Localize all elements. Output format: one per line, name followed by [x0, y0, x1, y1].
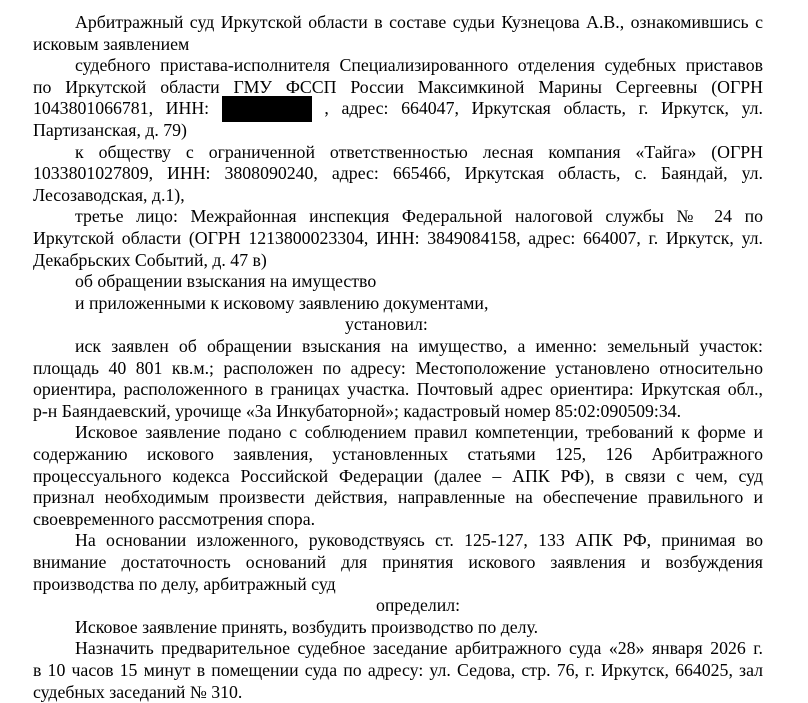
third-party-line-1: третье лицо: Межрайонная инспекция Федеральной налоговой службы № 24 по: [75, 206, 763, 227]
compliance-line-5: своевременного рассмотрения спора.: [33, 508, 316, 529]
defendant-line-1: к обществу с ограниченной ответственностью лесная компания «Тайга» (ОГРН: [75, 141, 763, 162]
subject-line-2: и приложенными к исковому заявлению документами,: [75, 292, 489, 313]
hearing-line-2: в 10 часов 15 минут в помещении суда по адресу: ул. Седова, стр. 76, г. Иркутск, 664025, зал: [33, 660, 763, 680]
third-party-line-2: Иркутской области (ОГРН 1213800023304, ИНН: 3849084158, адрес: 664007, г. Иркутск, ул.: [33, 228, 763, 248]
plaintiff-line-3: [33, 97, 763, 119]
plaintiff-line-2: по Иркутской области ГМУ ФССП России Максимкиной Марины Сергеевны (ОГРН: [33, 76, 763, 97]
hearing-line-1: Назначить предварительное судебное заседание арбитражного суда «28» января 2026 г.: [75, 638, 763, 659]
subject-line-1: об обращении взыскания на имущество: [75, 271, 377, 292]
claim-line-2: площадь 40 801 кв.м.; расположен по адресу: Местоположение установлено относительно: [33, 357, 763, 378]
grounds-line-1: На основании изложенного, руководствуясь ст. 125-127, 133 АПК РФ, принимая во: [75, 530, 763, 551]
hearing-line-3: судебных заседаний № 310.: [33, 681, 243, 702]
plaintiff-line-4: Партизанская, д. 79): [33, 120, 187, 140]
plaintiff-ogrn-inn: 1043801066781, ИНН:: [33, 98, 210, 119]
plaintiff-line-1: судебного пристава-исполнителя Специализированного отделения судебных приставов: [75, 55, 763, 76]
intro-line-1: Арбитражный суд Иркутской области в составе судьи Кузнецова А.В., ознакомившись с: [75, 12, 763, 32]
defendant-line-2: 1033801027809, ИНН: 3808090240, адрес: 665466, Иркутская область, с. Баяндай, ул.: [33, 163, 763, 184]
grounds-line-3: производства по делу, арбитражный суд: [33, 573, 336, 594]
compliance-line-3: процессуального кодекса Российской Федерации (далее – АПК РФ), в связи с чем, суд: [33, 465, 763, 486]
compliance-line-1: Исковое заявление подано с соблюдением правил компетенции, требований к форме и: [75, 422, 763, 443]
compliance-line-2: содержанию искового заявления, установленных статьями 125, 126 Арбитражного: [33, 444, 763, 464]
third-party-line-3: Декабрьских Событий, д. 47 в): [33, 249, 267, 270]
decision-accept-line: Исковое заявление принять, возбудить производство по делу.: [75, 616, 539, 637]
grounds-line-2: внимание достаточность оснований для принятия искового заявления и возбуждения: [33, 552, 763, 572]
intro-line-2: исковым заявлением: [33, 33, 190, 54]
plaintiff-address: , адрес: 664047, Иркутская область, г. Иркутск, ул.: [324, 98, 763, 119]
established-heading: установил:: [345, 314, 428, 335]
claim-line-1: иск заявлен об обращении взыскания на имущество, а именно: земельный участок:: [75, 336, 763, 356]
claim-line-3: ориентира, расположенного в границах участка. Почтовый адрес ориентира: Иркутская обл.,: [33, 379, 763, 400]
claim-line-4: р-н Баяндаевский, урочище «За Инкубаторной»; кадастровый номер 85:02:090509:34.: [33, 400, 682, 421]
defendant-line-3: Лесозаводская, д.1),: [33, 184, 185, 205]
decided-heading: определил:: [376, 595, 461, 616]
compliance-line-4: признал необходимым произвести действия, направленные на обеспечение правильного и: [33, 487, 763, 508]
